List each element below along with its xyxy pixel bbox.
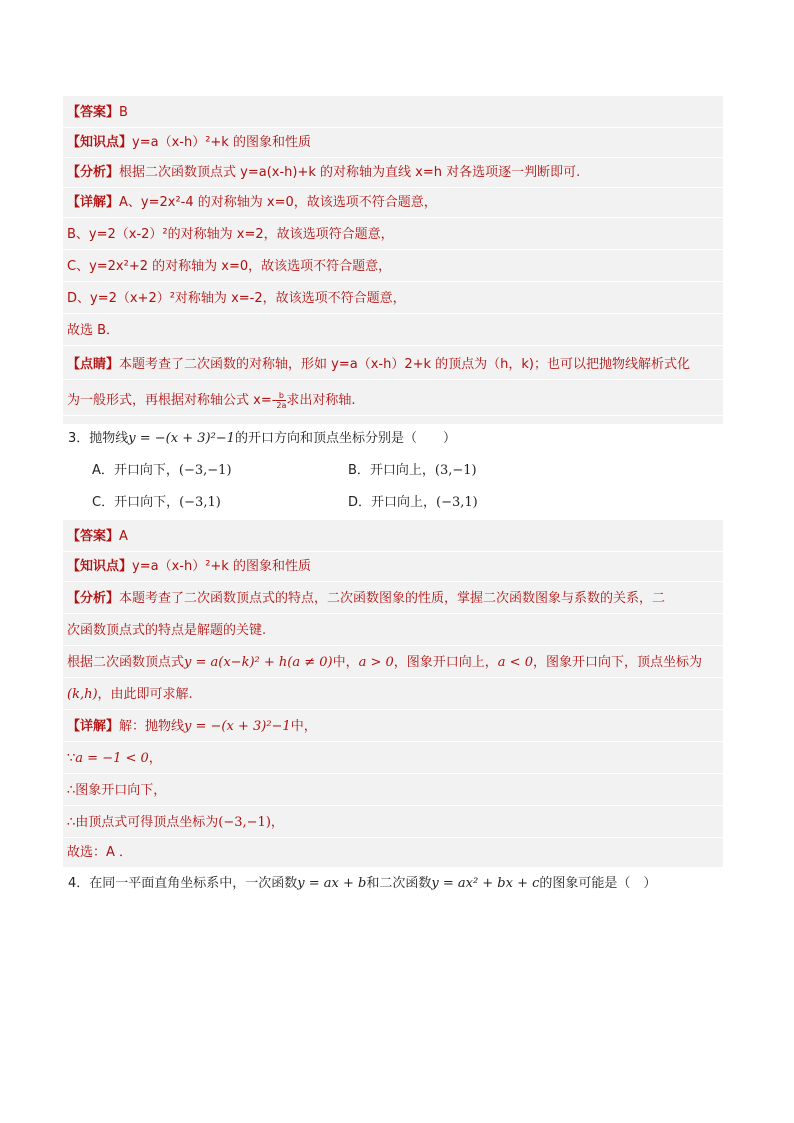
q2-analysis-line	[63, 158, 723, 188]
option-value: (−3,1)	[179, 495, 221, 510]
answer-value: B	[119, 105, 128, 120]
detail-formula: y = −(x + 3)²−1	[184, 719, 291, 734]
answer-tag: 【答案】	[67, 105, 120, 120]
analysis-text: 次函数顶点式的特点是解题的关键.	[63, 616, 723, 646]
comment-tag: 【点睛】	[67, 357, 120, 372]
detail-text: ，	[270, 815, 284, 830]
option-label: A．开口向下，	[92, 463, 179, 478]
analysis-formula: a < 0	[497, 655, 533, 670]
analysis-tag: 【分析】	[67, 591, 120, 606]
question-text: 的图象可能是（ ）	[539, 876, 657, 891]
analysis-text: ，图象开口向上，	[393, 655, 498, 670]
option-label: D．开口向上，	[348, 495, 437, 510]
knowledge-value: y=a（x-h）²+k 的图象和性质	[132, 559, 311, 574]
choose-text: 故选：A ．	[63, 838, 723, 868]
option-label: C．开口向下，	[92, 495, 180, 510]
q3-analysis-line-3	[63, 648, 723, 678]
detail-text: ，	[148, 751, 162, 766]
q3-analysis-line-4	[63, 680, 723, 710]
comment-text: 求出对称轴.	[286, 393, 356, 408]
detail-text: ∴由顶点式可得顶点坐标为	[67, 815, 219, 830]
fraction-denominator: 2a	[276, 401, 287, 410]
analysis-tag: 【分析】	[67, 165, 120, 180]
detail-tag: 【详解】	[67, 195, 120, 210]
q3-detail-line-2	[63, 744, 723, 774]
question-text: 和二次函数	[366, 876, 432, 891]
detail-text: C、y=2x²+2 的对称轴为 x=0，故该选项不符合题意，	[63, 252, 723, 282]
analysis-text: 本题考查了二次函数顶点式的特点，二次函数图象的性质，掌握二次函数图象与系数的关系，二	[119, 591, 666, 606]
comment-text: 为一般形式，再根据对称轴公式 x=-	[67, 393, 277, 408]
analysis-formula: y=a(x-h)+k	[240, 165, 316, 180]
detail-formula: (−3,−1)	[218, 815, 271, 830]
analysis-text: 的对称轴为直线	[315, 165, 416, 180]
comment-text: 本题考查了二次函数的对称轴，形如 y=a（x-h）2+k 的顶点为（h，k)；也可以把抛物线解析式化	[119, 357, 690, 372]
option-value: (−3,1)	[436, 495, 478, 510]
analysis-text: 根据二次函数顶点式	[67, 655, 185, 670]
question-text: 3．抛物线	[68, 431, 129, 446]
analysis-text: 根据二次函数顶点式	[119, 165, 241, 180]
q3-solution-block	[63, 520, 723, 868]
detail-tag: 【详解】	[67, 719, 120, 734]
option-value: (−3,−1)	[178, 463, 232, 478]
fraction	[276, 391, 286, 410]
option-b[interactable]	[348, 459, 477, 483]
analysis-text: ，由此即可求解.	[97, 687, 193, 702]
analysis-formula: y = a(x−k)² + h(a ≠ 0)	[184, 655, 333, 670]
q2-solution-block	[63, 96, 723, 424]
answer-value: A	[119, 529, 128, 544]
option-value: (3,−1)	[434, 463, 477, 478]
q2-detail-line	[63, 188, 723, 218]
option-a[interactable]	[92, 459, 232, 483]
detail-text: 中，	[290, 719, 317, 734]
q3-detail-line	[63, 712, 723, 742]
question-formula: y = ax + b	[297, 876, 367, 891]
q3-detail-line-4	[63, 808, 723, 838]
analysis-formula: x=h	[415, 165, 442, 180]
choose-text: 故选 B．	[63, 316, 723, 346]
analysis-text: 中，	[332, 655, 359, 670]
detail-text: 解：抛物线	[119, 719, 185, 734]
question-text: 4．在同一平面直角坐标系中，一次函数	[68, 876, 298, 891]
detail-text: ∴图象开口向下，	[63, 776, 723, 806]
option-d[interactable]	[348, 491, 478, 515]
question-formula: y = ax² + bx + c	[431, 876, 540, 891]
question-4-stem	[68, 872, 656, 896]
detail-text: ∵	[67, 751, 76, 766]
q3-answer-line	[63, 522, 723, 552]
question-text: 的开口方向和顶点坐标分别是（ ）	[234, 431, 456, 446]
answer-tag: 【答案】	[67, 529, 120, 544]
q2-comment-line	[63, 350, 723, 380]
analysis-formula: a > 0	[358, 655, 394, 670]
q3-analysis-line	[63, 584, 723, 614]
q2-answer-line	[63, 98, 723, 128]
knowledge-tag: 【知识点】	[67, 559, 133, 574]
question-3-stem	[68, 427, 456, 451]
fraction-numerator: b	[276, 391, 286, 401]
analysis-text: 对各选项逐一判断即可.	[442, 165, 581, 180]
knowledge-tag: 【知识点】	[67, 135, 133, 150]
question-formula: y = −(x + 3)²−1	[128, 431, 235, 446]
detail-text: B、y=2（x-2）²的对称轴为 x=2，故该选项符合题意，	[63, 220, 723, 250]
analysis-text: ，图象开口向下，顶点坐标为	[532, 655, 702, 670]
detail-formula: a = −1 < 0	[75, 751, 149, 766]
analysis-formula: (k,h)	[67, 687, 98, 702]
detail-text: A、y=2x²-4 的对称轴为 x=0，故该选项不符合题意，	[119, 195, 437, 210]
q2-comment-line-2	[63, 386, 723, 416]
knowledge-value: y=a（x-h）²+k 的图象和性质	[132, 135, 311, 150]
option-c[interactable]	[92, 491, 221, 515]
q3-knowledge-line	[63, 552, 723, 582]
q2-knowledge-line	[63, 128, 723, 158]
option-label: B．开口向上，	[348, 463, 435, 478]
detail-text: D、y=2（x+2）²对称轴为 x=-2，故该选项不符合题意，	[63, 284, 723, 314]
